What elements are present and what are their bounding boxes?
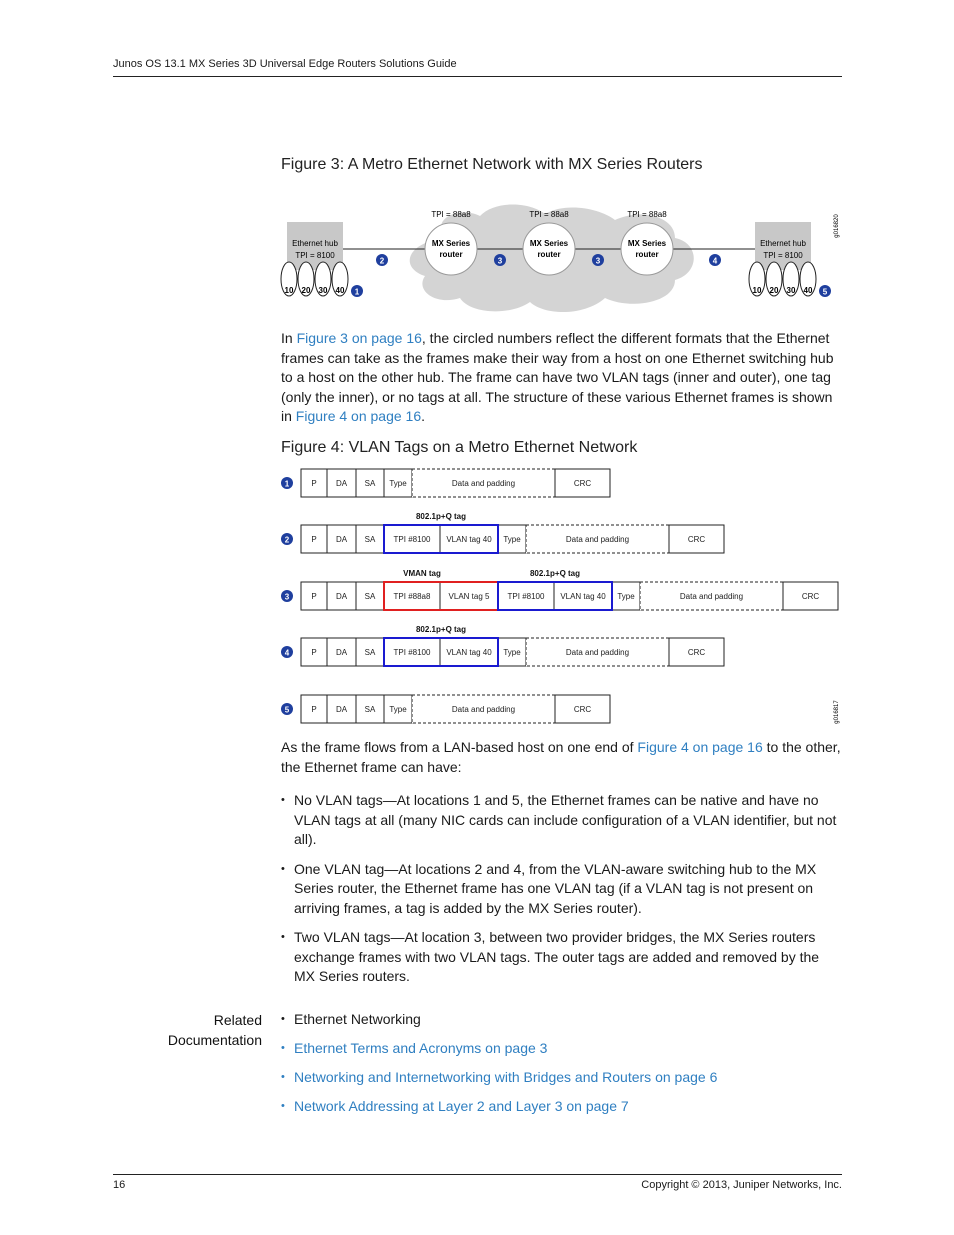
related-documentation-list: [281, 1010, 843, 1117]
svg-text:3: 3: [595, 256, 601, 266]
frame-field-label: P: [311, 648, 317, 657]
frame-field-label: Data and padding: [451, 705, 516, 714]
svg-text:MX Series: MX Series: [627, 239, 667, 248]
frame-field-label: P: [311, 592, 317, 601]
figure-4-link[interactable]: Figure 4 on page 16: [295, 408, 422, 424]
related-documentation-heading: Related Documentation: [167, 1012, 262, 1048]
frame-field-label: DA: [335, 535, 348, 544]
svg-text:TPI = 88a8: TPI = 88a8: [431, 210, 471, 219]
frame-field-label: Data and padding: [679, 592, 744, 601]
vlan-tag-bullets: [281, 791, 843, 987]
frame-row-marker-number: 4: [284, 648, 290, 658]
vlan-tag-label: 802.1p+Q tag: [415, 625, 467, 634]
svg-text:router: router: [635, 250, 659, 259]
bullet-two-vlan-tags: • Two VLAN tags—At location 3, between two provider bridges, the MX Series routers exchange frames with two VLAN tags. The outer tags are added and removed by the MX Series routers.: [281, 928, 843, 987]
frame-field-label: VLAN tag 40: [446, 648, 492, 657]
related-link-ethernet-terms[interactable]: • Ethernet Terms and Acronyms on page 3: [281, 1039, 843, 1059]
frame-field-label: DA: [335, 648, 348, 657]
figure-4-title: Figure 4: VLAN Tags on a Metro Ethernet Network: [281, 439, 638, 456]
svg-text:40: 40: [335, 286, 345, 295]
related-item-ethernet-networking: • Ethernet Networking: [281, 1010, 843, 1030]
frame-field-label: Data and padding: [451, 479, 516, 488]
frame-field-label: CRC: [573, 705, 592, 714]
frame-row-marker-number: 2: [284, 535, 290, 545]
vman-tag-label: VMAN tag: [403, 569, 441, 578]
figure-4-id: g016817: [834, 700, 840, 724]
frame-row-marker-number: 5: [284, 705, 290, 715]
frame-row-marker-number: 1: [284, 479, 290, 489]
figure-3-link[interactable]: Figure 3 on page 16: [296, 330, 422, 346]
figure-4-link-2[interactable]: Figure 4 on page 16: [637, 739, 763, 755]
frame-field-label: P: [311, 535, 317, 544]
left-hub-tpi: TPI = 8100: [295, 251, 335, 260]
svg-text:30: 30: [318, 286, 328, 295]
frame-field-label: Type: [389, 705, 407, 714]
figure-3-id: g016820: [834, 214, 840, 238]
location-marker-3a: [494, 254, 506, 266]
location-marker-5: [819, 285, 831, 297]
frame-field-label: VLAN tag 5: [448, 592, 490, 601]
svg-text:2: 2: [379, 256, 385, 266]
frame-field-label: CRC: [573, 479, 592, 488]
svg-text:MX Series: MX Series: [431, 239, 471, 248]
svg-text:1: 1: [354, 287, 360, 297]
frame-field-label: P: [311, 705, 317, 714]
vlan-tag-label: 802.1p+Q tag: [415, 512, 467, 521]
frame-flow-paragraph: As the frame flows from a LAN-based host on one end of Figure 4 on page 16 to the other, the Ethernet frame can have:: [281, 739, 841, 775]
svg-text:MX Series: MX Series: [529, 239, 569, 248]
frame-field-label: VLAN tag 40: [560, 592, 606, 601]
figure-3-network-diagram: [280, 198, 845, 318]
frame-field-label: SA: [364, 592, 376, 601]
frame-field-label: SA: [364, 535, 376, 544]
footer-rule: [113, 1174, 842, 1175]
header-rule: [113, 76, 842, 77]
frame-field-label: Data and padding: [565, 535, 630, 544]
svg-text:TPI = 88a8: TPI = 88a8: [529, 210, 569, 219]
frame-field-label: CRC: [687, 535, 706, 544]
vlan-tag-label: 802.1p+Q tag: [529, 569, 581, 578]
frame-field-label: Type: [617, 592, 635, 601]
right-hub-label: Ethernet hub: [760, 239, 806, 248]
related-link-networking-bridges[interactable]: • Networking and Internetworking with Bridges and Routers on page 6: [281, 1068, 843, 1088]
svg-text:4: 4: [712, 256, 718, 266]
frame-field-label: VLAN tag 40: [446, 535, 492, 544]
frame-field-label: TPI #8100: [393, 535, 431, 544]
frame-field-label: Type: [389, 479, 407, 488]
page-number: 16: [113, 1179, 126, 1191]
figure-3-title: Figure 3: A Metro Ethernet Network with MX Series Routers: [281, 156, 703, 173]
frame-field-label: SA: [364, 648, 376, 657]
figure-4-frame-diagram: [278, 464, 844, 726]
frame-field-label: SA: [364, 479, 376, 488]
frame-field-label: TPI #8100: [393, 648, 431, 657]
frame-field-label: Type: [503, 648, 521, 657]
frame-row-marker-number: 3: [284, 592, 290, 602]
location-marker-2: [376, 254, 388, 266]
right-hub-tpi: TPI = 8100: [763, 251, 803, 260]
location-marker-1: [351, 285, 363, 297]
copyright: Copyright © 2013, Juniper Networks, Inc.: [641, 1179, 842, 1191]
svg-text:20: 20: [301, 286, 311, 295]
bullet-one-vlan-tag: • One VLAN tag—At locations 2 and 4, from the VLAN-aware switching hub to the MX Series router, the Ethernet frame has one VLAN tag (if a VLAN tag is not present on arriving frames, a tag is added by the MX Series router).: [281, 860, 843, 919]
frame-field-label: CRC: [687, 648, 706, 657]
frame-field-label: TPI #88a8: [393, 592, 431, 601]
svg-text:router: router: [439, 250, 463, 259]
frame-field-label: SA: [364, 705, 376, 714]
frame-field-label: DA: [335, 592, 348, 601]
location-marker-3b: [592, 254, 604, 266]
frame-field-label: DA: [335, 705, 348, 714]
svg-text:10: 10: [284, 286, 294, 295]
svg-text:20: 20: [769, 286, 779, 295]
frame-field-label: P: [311, 479, 317, 488]
frame-field-label: Type: [503, 535, 521, 544]
svg-text:router: router: [537, 250, 561, 259]
svg-text:10: 10: [752, 286, 762, 295]
related-link-network-addressing[interactable]: • Network Addressing at Layer 2 and Layer 3 on page 7: [281, 1097, 843, 1117]
svg-text:5: 5: [822, 287, 828, 297]
svg-text:40: 40: [803, 286, 813, 295]
running-header: Junos OS 13.1 MX Series 3D Universal Edge Routers Solutions Guide: [113, 58, 457, 70]
location-marker-4: [709, 254, 721, 266]
bullet-no-vlan-tags: • No VLAN tags—At locations 1 and 5, the Ethernet frames can be native and have no VLAN tags at all (many NIC cards can include configuration of a VLAN identifier, but not all).: [281, 791, 843, 850]
left-hub-label: Ethernet hub: [292, 239, 338, 248]
frame-field-label: TPI #8100: [507, 592, 545, 601]
frame-field-label: DA: [335, 479, 348, 488]
intro-paragraph: In Figure 3 on page 16, the circled numbers reflect the different formats that the Ethernet frames can take as the frames make their way from a host on one Ethernet switching hub to a host on the other hub. The frame can have two VLAN tags (inner and outer), one tag (only the inner), or no tags at all. The structure of these various Ethernet frames is shown in Figure 4 on page 16.: [281, 330, 834, 424]
frame-field-label: Data and padding: [565, 648, 630, 657]
svg-text:3: 3: [497, 256, 503, 266]
svg-text:TPI = 88a8: TPI = 88a8: [627, 210, 667, 219]
svg-text:30: 30: [786, 286, 796, 295]
frame-field-label: CRC: [801, 592, 820, 601]
